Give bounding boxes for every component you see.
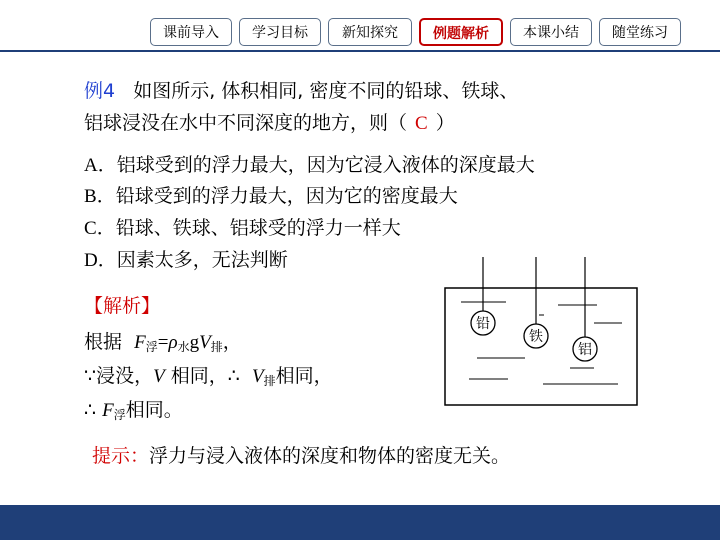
tab-example-analysis[interactable]: 例题解析 xyxy=(419,18,503,46)
buoyancy-diagram xyxy=(444,255,644,410)
question-text-1: 如图所示, 体积相同, 密度不同的铅球、铁球、 xyxy=(133,80,519,102)
iron-ball-label: 铁 xyxy=(529,329,543,345)
option-d: D．因素太多，无法判断 xyxy=(84,249,288,271)
question-line-2: 铝球浸没在水中不同深度的地方，则（ C ） xyxy=(84,112,455,134)
tab-learning-goals[interactable]: 学习目标 xyxy=(239,18,321,46)
question-line-1 xyxy=(84,79,518,103)
hint-text: 浮力与浸入液体的深度和物体的密度无关。 xyxy=(149,445,511,467)
tab-practice[interactable]: 随堂练习 xyxy=(599,18,681,46)
hint-line xyxy=(92,444,510,468)
option-a: A．铝球受到的浮力最大，因为它浸入液体的深度最大 xyxy=(84,154,535,176)
analysis-formula-line: 根据 $F_浮=\rho_水gV_排$， xyxy=(84,331,242,354)
answer-text: C xyxy=(415,113,428,134)
tab-lesson-intro[interactable]: 课前导入 xyxy=(150,18,232,46)
question-text-2: 铝球浸没在水中不同深度的地方，则（ xyxy=(84,112,408,134)
hint-label: 提示： xyxy=(92,445,150,467)
footer-bar xyxy=(0,505,720,540)
option-c: C．铅球、铁球、铝球受的浮力一样大 xyxy=(84,217,401,239)
option-b: B．铅球受到的浮力最大，因为它的密度最大 xyxy=(84,185,458,207)
tab-lesson-summary[interactable]: 本课小结 xyxy=(510,18,592,46)
lead-ball-label: 铅 xyxy=(476,316,490,332)
analysis-header: 【解析】 xyxy=(84,295,161,317)
aluminum-ball-label: 铝 xyxy=(578,342,592,358)
tab-new-knowledge[interactable]: 新知探究 xyxy=(328,18,412,46)
question-number: 例4 xyxy=(84,80,116,102)
header-divider xyxy=(0,50,720,52)
analysis-conclusion-line: ∴ $F_浮$相同。 xyxy=(84,399,183,422)
analysis-reason-line: ∵浸没，V 相同，∴ $V_排$相同， xyxy=(84,365,333,388)
